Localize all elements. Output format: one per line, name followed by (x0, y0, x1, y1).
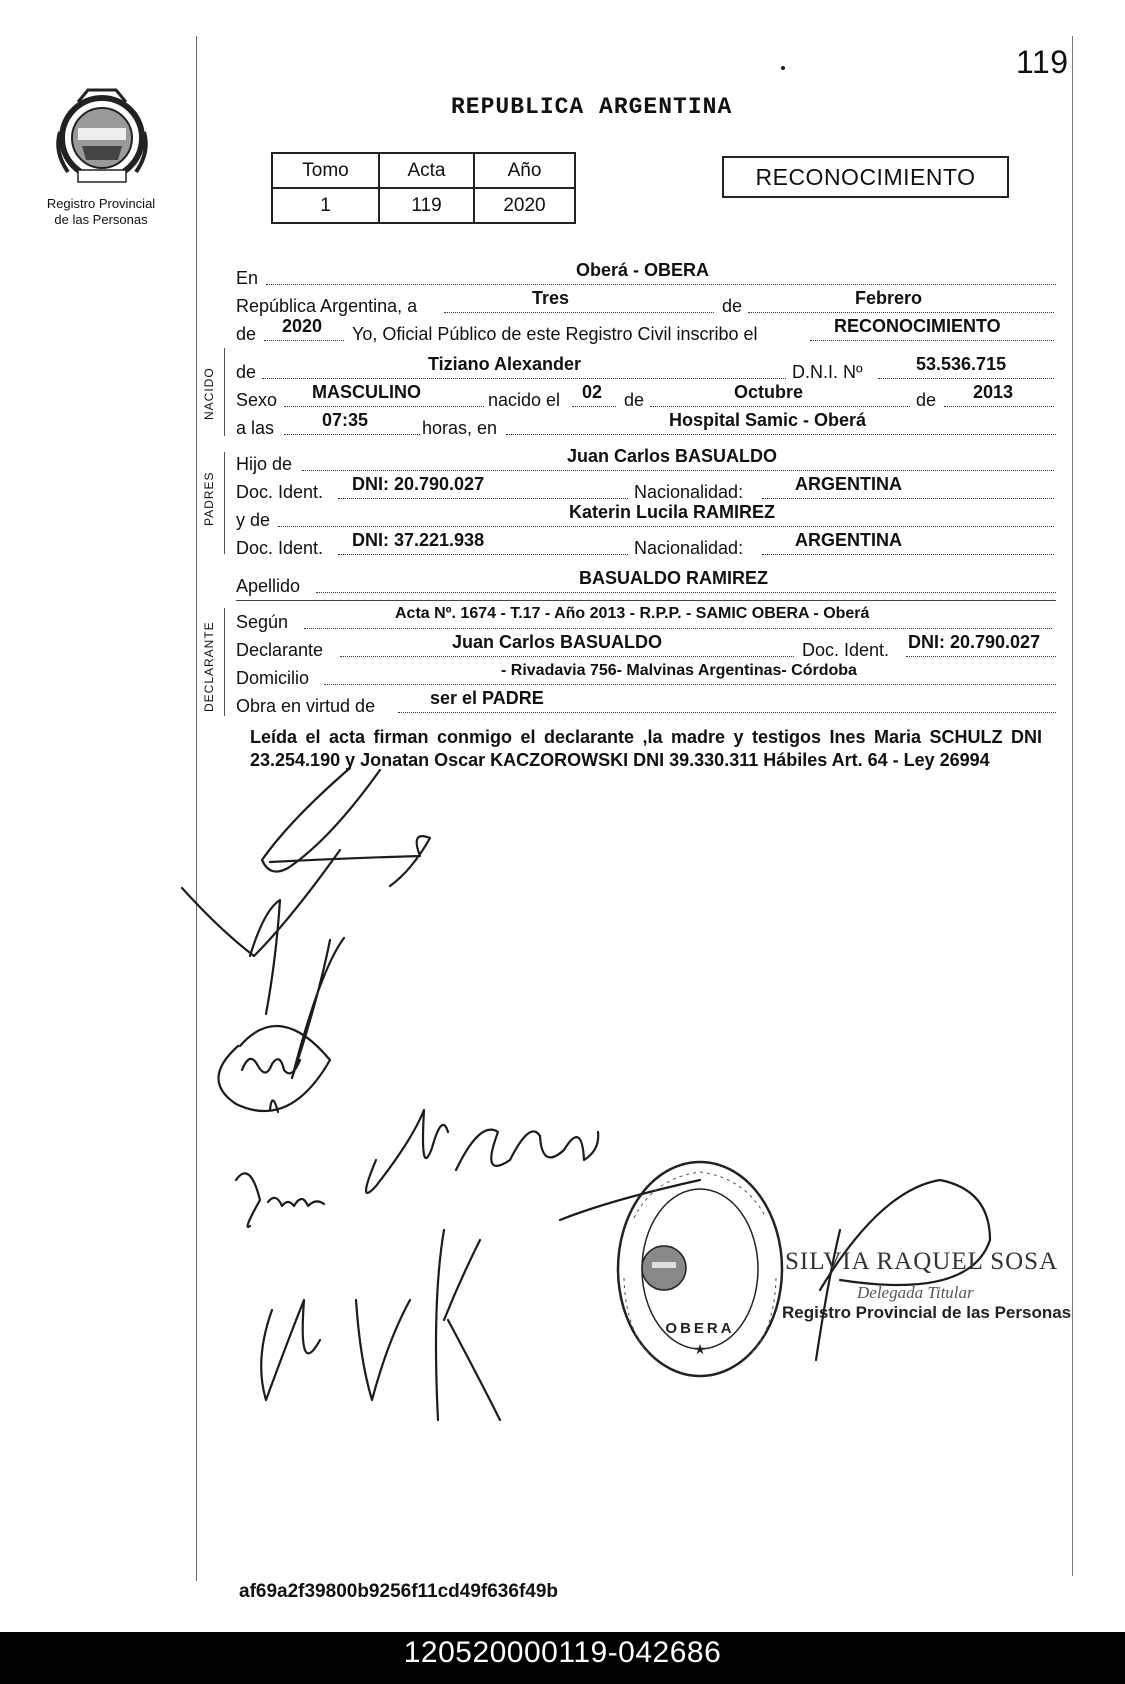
dotted-line (340, 656, 794, 657)
dotted-line (810, 340, 1054, 341)
dotted-line (302, 470, 1054, 471)
header-tomo: Tomo (272, 153, 379, 188)
de-label: de (236, 362, 257, 382)
de-label: de (916, 390, 937, 410)
dotted-line (572, 406, 616, 407)
dotted-line (398, 712, 1056, 713)
dotted-line (878, 378, 1054, 379)
record-table (271, 152, 576, 224)
official-seal-stamp (614, 1158, 786, 1380)
dotted-line (338, 554, 628, 555)
svg-text:OBERA: OBERA (665, 1320, 735, 1337)
doc-ident-label: Doc. Ident. (802, 640, 890, 660)
nacionalidad-label: Nacionalidad: (634, 538, 744, 558)
dotted-line (316, 592, 1056, 593)
de-year-label: de (236, 324, 257, 344)
mother-nationality-value: ARGENTINA (795, 530, 902, 550)
mother-name-value: Katerin Lucila RAMIREZ (569, 502, 776, 522)
section-rule (236, 600, 1056, 601)
segun-label: Según (236, 612, 289, 632)
de-label: de (624, 390, 645, 410)
father-name-value: Juan Carlos BASUALDO (567, 446, 778, 466)
record-type-box: RECONOCIMIENTO (722, 156, 1009, 198)
header-ano: Año (474, 153, 575, 188)
footer-code: 120520000119-042686 (403, 1636, 722, 1669)
day-value: Tres (532, 288, 570, 308)
province-emblem-logo (48, 82, 156, 192)
month-value: Febrero (855, 288, 923, 308)
sexo-value: MASCULINO (312, 382, 421, 402)
value-acta: 119 (379, 188, 474, 223)
mother-doc-value: DNI: 37.221.938 (352, 530, 485, 550)
country-label: República Argentina, a (236, 296, 418, 316)
birth-year-value: 2013 (973, 382, 1014, 402)
document-title: REPUBLICA ARGENTINA (451, 94, 733, 120)
declarante-side-label: DECLARANTE (202, 621, 216, 712)
registry-label: Registro Provincial de las Personas (46, 196, 156, 227)
section-bracket (224, 608, 225, 716)
dotted-line (284, 434, 420, 435)
domicilio-value: - Rivadavia 756- Malvinas Argentinas- Córdoba (501, 662, 857, 679)
father-doc-value: DNI: 20.790.027 (352, 474, 485, 494)
apellido-label: Apellido (236, 576, 301, 596)
dotted-line (650, 406, 910, 407)
dni-label: D.N.I. Nº (792, 362, 863, 382)
declarante-doc-value: DNI: 20.790.027 (908, 632, 1041, 652)
section-bracket (224, 348, 225, 436)
nacionalidad-label: Nacionalidad: (634, 482, 744, 502)
dotted-line (944, 406, 1054, 407)
dotted-line (444, 312, 714, 313)
segun-value: Acta Nº. 1674 - T.17 - Año 2013 - R.P.P. - SAMIC OBERA - Oberá (395, 605, 870, 622)
nacido-side-label: NACIDO (202, 367, 216, 420)
horas-en-label: horas, en (422, 418, 498, 438)
dotted-line (284, 406, 484, 407)
obra-label: Obra en virtud de (236, 696, 376, 716)
a-las-label: a las (236, 418, 275, 438)
declarante-label: Declarante (236, 640, 324, 660)
dotted-line (748, 312, 1054, 313)
apellido-value: BASUALDO RAMIREZ (579, 568, 768, 588)
closing-statement: Leída el acta firman conmigo el declarante ,la madre y testigos Ines Maria SCHULZ DNI 23.254.190 y Jonatan Oscar KACZOROWSKI DNI 39.330.311 Hábiles Art. 64 - Ley 26994 (250, 727, 1042, 770)
birth-place-value: Hospital Samic - Oberá (669, 410, 867, 430)
dotted-line (906, 656, 1056, 657)
year-value: 2020 (282, 316, 323, 336)
dotted-line (304, 628, 1052, 629)
officer-name: SILVIA RAQUEL SOSA (785, 1248, 1059, 1275)
dotted-line (762, 498, 1054, 499)
dotted-line (264, 340, 344, 341)
section-bracket (224, 452, 225, 554)
ink-dot (781, 66, 785, 70)
dotted-line (262, 378, 786, 379)
hijo-de-label: Hijo de (236, 454, 293, 474)
sexo-label: Sexo (236, 390, 278, 410)
padres-side-label: PADRES (202, 471, 216, 526)
page-edge-rule (1072, 36, 1073, 1576)
doc-ident-label: Doc. Ident. (236, 482, 324, 502)
svg-text:★: ★ (693, 1342, 707, 1358)
y-de-label: y de (236, 510, 271, 530)
dotted-line (278, 526, 1054, 527)
place-value: Oberá - OBERA (576, 260, 710, 280)
birth-month-value: Octubre (734, 382, 804, 402)
page-number: 119 (1016, 44, 1069, 80)
dotted-line (506, 434, 1056, 435)
en-label: En (236, 268, 259, 288)
act-value: RECONOCIMIENTO (834, 316, 1001, 336)
declarante-name-value: Juan Carlos BASUALDO (452, 632, 663, 652)
value-tomo: 1 (272, 188, 379, 223)
dotted-line (324, 684, 1056, 685)
dotted-line (338, 498, 628, 499)
father-nationality-value: ARGENTINA (795, 474, 902, 494)
officer-registry: Registro Provincial de las Personas (782, 1303, 1072, 1322)
birth-time-value: 07:35 (322, 410, 369, 430)
nacido-el-label: nacido el (488, 390, 561, 410)
birth-day-value: 02 (582, 382, 603, 402)
domicilio-label: Domicilio (236, 668, 310, 688)
dotted-line (762, 554, 1054, 555)
dotted-line (266, 284, 1056, 285)
statement-text: Yo, Oficial Público de este Registro Civil inscribo el (352, 324, 758, 344)
child-dni-value: 53.536.715 (916, 354, 1007, 374)
child-name-value: Tiziano Alexander (428, 354, 582, 374)
document-hash: af69a2f39800b9256f11cd49f636f49b (239, 1581, 559, 1602)
doc-ident-label: Doc. Ident. (236, 538, 324, 558)
de-label: de (722, 296, 743, 316)
value-ano: 2020 (474, 188, 575, 223)
obra-value: ser el PADRE (430, 688, 544, 708)
header-acta: Acta (379, 153, 474, 188)
officer-role: Delegada Titular (857, 1283, 974, 1302)
